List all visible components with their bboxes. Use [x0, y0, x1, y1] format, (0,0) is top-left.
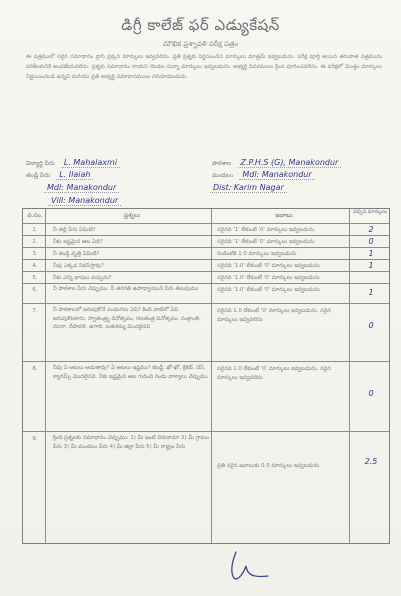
header-marks: వచ్చిన మార్కులు [353, 209, 387, 215]
row-num: 5. [32, 275, 38, 281]
mandal-field [212, 170, 315, 180]
mandal-label: మండలం [212, 172, 234, 179]
mandal-value: Mdl: Manakondur [239, 170, 314, 180]
row-question: నీ తండ్రి వృత్తి ఏమిటి? [53, 251, 100, 257]
village-value: Vill: Manakondur [48, 196, 121, 206]
row-marks: 0 [368, 238, 374, 246]
row-marks: 1 [368, 289, 374, 297]
document-subtitle: మౌఖిక ప్రశ్నావళి పరీక్ష పత్రం [162, 40, 239, 48]
evaluation-table [22, 208, 390, 544]
row-answer: సరైనది '1.0' లేకుంటే '0' మార్కులు ఇవ్వబడును [217, 275, 320, 281]
row-marks: 0 [368, 322, 374, 330]
row-answer: సరైనది '1' లేకుంటే '0' మార్కులు ఇవ్వబడును [217, 227, 315, 233]
row-answer: సరైనది '1.0' లేకుంటే '0' మార్కులు ఇవ్వబడును [217, 263, 320, 269]
row-question: నీ పాఠశాలలో జరుపుకొనే పండుగలు ఏవి? కింది వాటిలో ఏవి జరుపుకొంటారు: స్వాతంత్ర్య దినోత్సవం, గణతంత్ర దినోత్సవం, సంక్రాంతి, దసరా, దీపావళి, ఉగాది, బతుకమ్మ మొదలైనవి [53, 307, 201, 331]
table-row [23, 247, 389, 259]
row-question: నీ పాఠశాల పేరు చెప్పుము. నీ తరగతి ఉపాధ్యాయుని పేరు తెలుపుము [53, 286, 199, 292]
row-num: 2. [32, 239, 38, 245]
table-row [23, 361, 389, 431]
row-num: 9. [32, 436, 38, 442]
row-answer: సరైనది '1.0' లేకుంటే '0' మార్కులు ఇవ్వబడును [217, 287, 320, 293]
row-question: నీకు ఇష్టమైన ఆట ఏది? [53, 239, 103, 245]
father-name-field [26, 170, 93, 180]
row-num: 6. [32, 287, 38, 293]
row-question: నీవు ఏ ఆటలు ఆడుతావు? ఏ ఆటలు ఇష్టము? కబడ్డీ, ఖో-ఖో, క్రికెట్, చెస్, క్యారమ్స్ మొదలైనవి. నీకు ఇష్టమైన ఆట గురించి రెండు వాక్యాలు చెప్పుము [53, 365, 208, 380]
instructions-paragraph: ఈ పత్రములో సరైన సమాధానం వ్రాసి ప్రక్కన మార్కులు ఇవ్వవలెను. ప్రతి ప్రశ్నకు నిర్ణయించిన మార్కులు మాత్రమే ఇవ్వబడును. పరీక్ష పూర్తి అయిన తరువాత పత్రమును పరిశీలకునికి అందజేయవలెను. ప్రశ్నకు సమాధానం రాయని యెడల సున్నా మార్కులు ఇవ్వబడును. అభ్యర్థి వివరములు క్రింద పూరించవలెను. ఈ పరీక్షలో మొత్తం మార్కులు నిర్ణయించబడి ఉన్నవి మరియు ప్రతి అభ్యర్థి సమాధానములు సరిచూడబడును. [26, 54, 382, 80]
row-marks: 0 [368, 390, 374, 398]
row-answer: సరైనవి 1.0 లేకుంటే '0' మార్కులు ఇవ్వబడును. సరైన మార్కులు ఇవ్వవలెను [217, 366, 331, 381]
table-header-row [23, 209, 389, 223]
row-num: 3. [32, 251, 38, 257]
student-name-label: విద్యార్థి పేరు [26, 160, 55, 167]
table-row [23, 223, 389, 235]
student-name-field [26, 158, 120, 168]
village-field [44, 196, 121, 205]
row-marks: 1 [368, 262, 374, 270]
row-answer: రెండింటికి 1.0 మార్కులు ఇవ్వబడును [217, 251, 297, 257]
row-question: నీ తల్లి పేరు ఏమిటి? [53, 227, 96, 233]
row-marks: 2.5 [364, 458, 378, 466]
table-row [23, 235, 389, 247]
row-answer: సరైనవి 1.0 లేకుంటే '0' మార్కులు ఇవ్వబడును. సరైన మార్కులు ఇవ్వవలెను [217, 308, 331, 323]
row-num: 7. [32, 308, 38, 314]
signature-mark [226, 548, 270, 584]
student-name-value: L. Mahalaxmi [61, 158, 120, 168]
school-label: పాఠశాల [212, 160, 232, 167]
row-num: 8. [32, 366, 38, 372]
district-field [206, 183, 287, 192]
row-answer: ప్రతి సరైన జవాబుకు 0.5 మార్కులు ఇవ్వబడును [217, 463, 320, 469]
row-question: నీకు ఎన్ని భాషలు వచ్చును? [53, 275, 112, 281]
father-name-label: తండ్రి పేరు [26, 172, 50, 179]
row-marks: 2 [368, 226, 374, 234]
district-value: Dist: Karim Nagar [210, 183, 287, 193]
document-title: డిగ్రీ కాలేజ్ ఫర్ ఎడ్యుకేషన్ [121, 16, 280, 34]
row-num: 4. [32, 263, 38, 269]
table-row [23, 283, 389, 303]
school-value: Z.P.H.S (G), Manakondur [238, 158, 342, 168]
table-row [23, 259, 389, 271]
row-question: క్రింది ప్రశ్నలకు సమాధానం చెప్పుము: 1) మీ ఇంటి చిరునామా 2) మీ గ్రామం పేరు 3) మీ మండలం పేరు 4) మీ జిల్లా పేరు 5) మీ రాష్ట్రం పేరు [53, 435, 210, 450]
header-answer: జవాబు [275, 212, 293, 219]
row-question: నీవు ఎక్కడ నివసిస్తావు? [53, 263, 104, 269]
header-question: ప్రశ్నలు [124, 212, 140, 219]
table-row [23, 303, 389, 361]
header-num: వ.సం. [27, 212, 43, 219]
table-row [23, 431, 389, 543]
row-answer: సరైనది '1' లేకుంటే '0' మార్కులు ఇవ్వబడును [217, 239, 315, 245]
address-mandal-value: Mdl: Manakondur [44, 183, 119, 193]
father-name-value: L. Ilaiah [56, 170, 93, 180]
table-row [23, 271, 389, 283]
school-field [212, 158, 341, 168]
address-mandal-field [40, 183, 119, 192]
row-num: 1. [32, 227, 38, 233]
row-marks: 1 [368, 250, 374, 258]
